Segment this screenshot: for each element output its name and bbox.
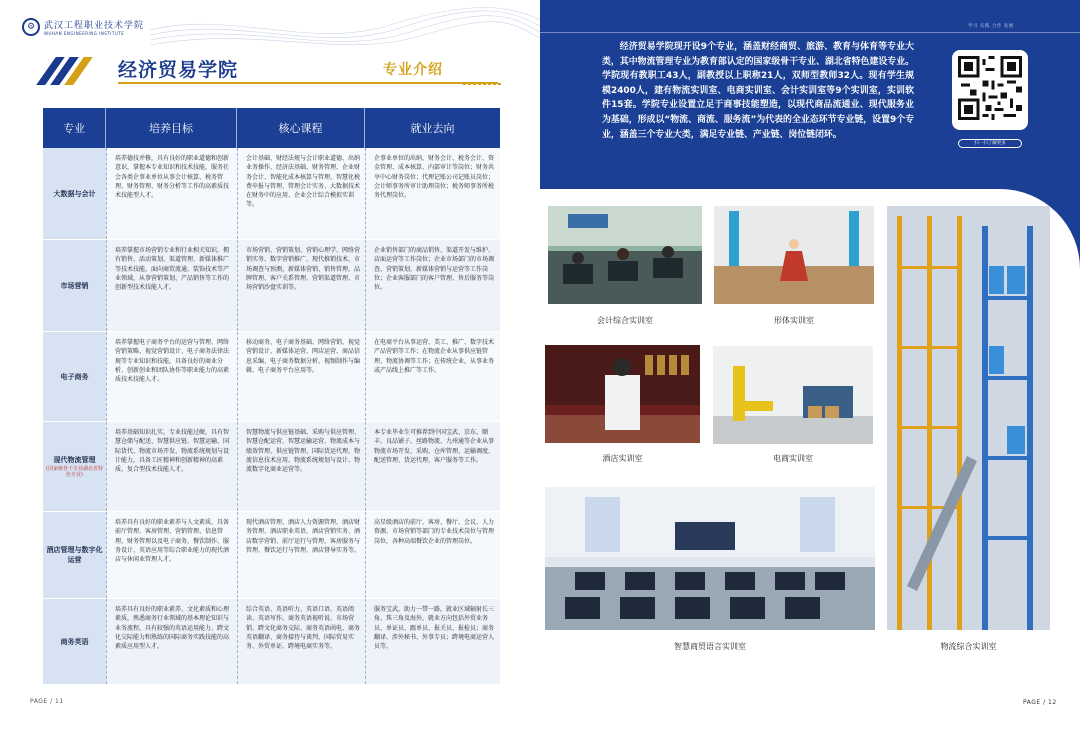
courses-cell: 智慧物流与供应链基础、采购与供应管理、智慧仓配运营、智慧运输运营、物流成本与绩效管理、供应链管理、国际货运代理、物流信息技术应用、物流系统规划与设计、物流数字化商业运营等。 (237, 422, 365, 511)
goal-cell: 培养具有良好的职业素养、文化素质和心理素质，熟悉商务行业领域的基本理论知识与业务流程，具有较强的英语运用能力、跨文化交际能力和熟练的国际商务实践技能的高素质应用型人才。 (106, 599, 237, 684)
career-cell: 服务宝武，助力一带一路，就业区域辐射长三角、珠三角及海外，就业方向包括外贸业务员、单证员、跟单员、报关员、报检员；商务翻译、涉外秘书、外事专员；跨境电商运营人员等。 (365, 599, 500, 684)
qr-code[interactable] (952, 50, 1028, 130)
school-logo (22, 18, 144, 36)
major-name: 酒店管理与数字化运营 (43, 512, 106, 598)
major-name: 大数据与会计 (43, 148, 106, 239)
photo-ecommerce-lab (713, 346, 873, 444)
table-row (43, 599, 500, 685)
page-title: 经济贸易学院 (118, 59, 239, 81)
goal-cell: 培养基础知识扎实，专业技能过硬，具有智慧仓储与配送、智慧供应链、智慧运输、国际货代、物流市场开发、物流系统规划与设计能力，具备工匠精神和创新精神的高素质、复合型技术技能人才。 (106, 422, 237, 511)
career-cell: 在电商平台从事运营、美工、推广、数字技术产品营销等工作；在物流企业从事供应链管理、物流协调等工作；在传统企业，从事业务或产品线上推广等工作。 (365, 332, 500, 421)
courses-cell: 市场营销、营销策划、营销心理学、网络营销实务、数字营销推广、现代推销技术、市场调查与预测、新媒体营销、销售管理、品牌管理、客户关系管理、营销渠道管理、市场营销沙盘实训等。 (237, 240, 365, 331)
courses-cell: 移动商务、电子商务基础、网络营销、视觉营销设计、新媒体运营、网店运营、商品信息采编、电子商务数据分析、视频制作与编辑、电子商务平台应用等。 (237, 332, 365, 421)
page-number-left: PAGE / 11 (30, 698, 64, 705)
career-cell: 企业销售部门的商品销售、渠道开发与维护、店面运营等工作岗位；企业市场部门的市场调查、营销策划、新媒体营销与运营等工作岗位；企业客服部门的客户管理、售后服务等岗位。 (365, 240, 500, 331)
photo-panel (540, 189, 1080, 733)
caption-accounting-lab: 会计综合实训室 (597, 316, 653, 325)
caption-hotel-lab: 酒店实训室 (602, 454, 643, 463)
qr-code-icon (958, 56, 1022, 120)
header-tag: 学习 实践 合作 发展 (968, 24, 1014, 29)
goal-cell: 培养掌握市场营销专业和行业相关知识，拥有销售、活动策划、渠道管理、新媒体推广等技术技能，面向商贸流通、装饰技术等产业领域，从事营销策划、产品销售等工作的创新型技术技能人才。 (106, 240, 237, 331)
major-table (43, 108, 500, 685)
courses-cell: 综合英语、英语听力、英语口语、英语阅读、英语写作、商务英语视听说、市场营销、跨文化商务交际、商务英语函电、商务英语翻译、商务接待与谈判、国际贸易实务、外贸单证、跨境电商实务等。 (237, 599, 365, 684)
banner-underline (118, 82, 498, 84)
section-banner (38, 57, 500, 85)
major-name: 市场营销 (43, 240, 106, 331)
photo-hotel-lab (545, 345, 700, 443)
caption-ecommerce-lab: 电商实训室 (773, 454, 813, 463)
page-number-right: PAGE / 12 (1023, 699, 1057, 706)
logo-name-cn: 武汉工程职业技术学院 (44, 21, 145, 31)
column-header-major: 专业 (43, 108, 106, 148)
right-page (540, 0, 1080, 733)
header-rule (540, 32, 1080, 33)
career-cell: 本专业毕业生可推荐到中国宝武、京东、顺丰、良品铺子、丝路物流、九州通等企业从事物流市场开发、采购、仓库管理、运输调度、配送管理、货运代理、客户服务等工作。 (365, 422, 500, 511)
qr-label: 扫一扫了解更多 (958, 139, 1022, 148)
column-header-goal: 培养目标 (106, 108, 237, 148)
table-row (43, 240, 500, 332)
school-emblem-icon: ⚙ (22, 18, 40, 36)
courses-cell: 会计基础、财经法规与会计职业道德、出纳业务操作、经济法基础、财务管理、企业财务会计、智能化成本核算与管理、智慧化税费申报与管理、管理会计实务、大数据技术在财务中的应用、企业会计综合模拟实训等。 (237, 148, 365, 239)
career-cell: 企事业单位的出纳、财务会计、税务会计、资金管理、成本核算、内部审计等岗位；财务共享中心财务岗位；代理记账公司记账员岗位；会计师事务所审计助理岗位；税务师事务所税务代理岗位。 (365, 148, 500, 239)
major-name: 电子商务 (43, 332, 106, 421)
decorative-waves (150, 0, 540, 60)
courses-cell: 现代酒店管理、酒店人力资源管理、酒店财务管理、酒店职业英语、酒店营销实务、酒店数字营销、前厅运行与管理、客房服务与管理、餐饮运行与管理、酒店督导实务等。 (237, 512, 365, 598)
photo-logistics-lab (887, 206, 1050, 630)
table-row (43, 422, 500, 512)
career-cell: 高星级酒店的前厅、客房、餐厅、会议、人力资源、市场营销等部门的专业技术岗位与管理岗位，各种高端餐饮企业的管理岗位。 (365, 512, 500, 598)
goal-cell: 培养具有良好的职业素养与人文素质，具备前厅管理、客房管理、营销管理、信息管理、财务管理以及电子商务、餐饮制作、服务设计、英语应用等综合职业能力的现代酒店与休闲业管理人才。 (106, 512, 237, 598)
table-row (43, 148, 500, 240)
major-name: 现代物流管理 (国家级骨干专业湖北省特色专业) (43, 422, 106, 511)
table-row (43, 332, 500, 422)
major-note: (国家级骨干专业湖北省特色专业) (46, 465, 103, 478)
page-subtitle: 专业介绍 (383, 62, 443, 78)
photo-accounting-lab (548, 206, 702, 304)
column-header-courses: 核心课程 (237, 108, 365, 148)
table-header (43, 108, 500, 148)
caption-language-lab: 智慧商贸语言实训室 (674, 642, 746, 651)
logo-name-en: WUHAN ENGINEERING INSTITUTE (44, 31, 125, 36)
column-header-career: 就业去向 (410, 122, 455, 135)
goal-cell: 培养掌握电子商务平台的运营与管理、网络营销策略、视觉营销设计、电子商务法律法规等专业知识和技能，具备良好的商业分析、创新创业和团队协作等职业能力的高素质技术技能人才。 (106, 332, 237, 421)
photo-language-lab (545, 487, 875, 630)
college-intro: 经济贸易学院现开设9个专业，涵盖财经商贸、旅游、教育与体育等专业大类，其中物流管理专业为教育部认定的国家级骨干专业、湖北省特色建设专业。学院现有教职工43人，副教授以上职称21人，双师型教师32人。现有学生规模2400人，建有物流实训室、电商实训室、会计实训室等9个实训室，实训软件15套。学院专业设置立足于商事技能塑造，以现代商品流通业、现代服务业为基础，形成以“物流、商流、服务流”为代表的全业态环节专业链，设置9个专业，涵盖三个专业大类，满足专业链、产业链、岗位链闭环。 (602, 42, 914, 140)
goal-cell: 培养德技并修，具有良好的职业道德和创新意识，掌握本专业知识和技术技能，服务社会各类企事业单位从事会计核算、税务管理、财务管理、财务分析等工作的高素质技术技能型人才。 (106, 148, 237, 239)
caption-dance-room: 形体实训室 (774, 316, 814, 325)
caption-logistics-lab: 物流综合实训室 (940, 642, 997, 651)
banner-dots (463, 83, 503, 85)
table-row (43, 512, 500, 599)
major-name: 商务英语 (43, 599, 106, 684)
photo-dance-room (714, 206, 874, 304)
